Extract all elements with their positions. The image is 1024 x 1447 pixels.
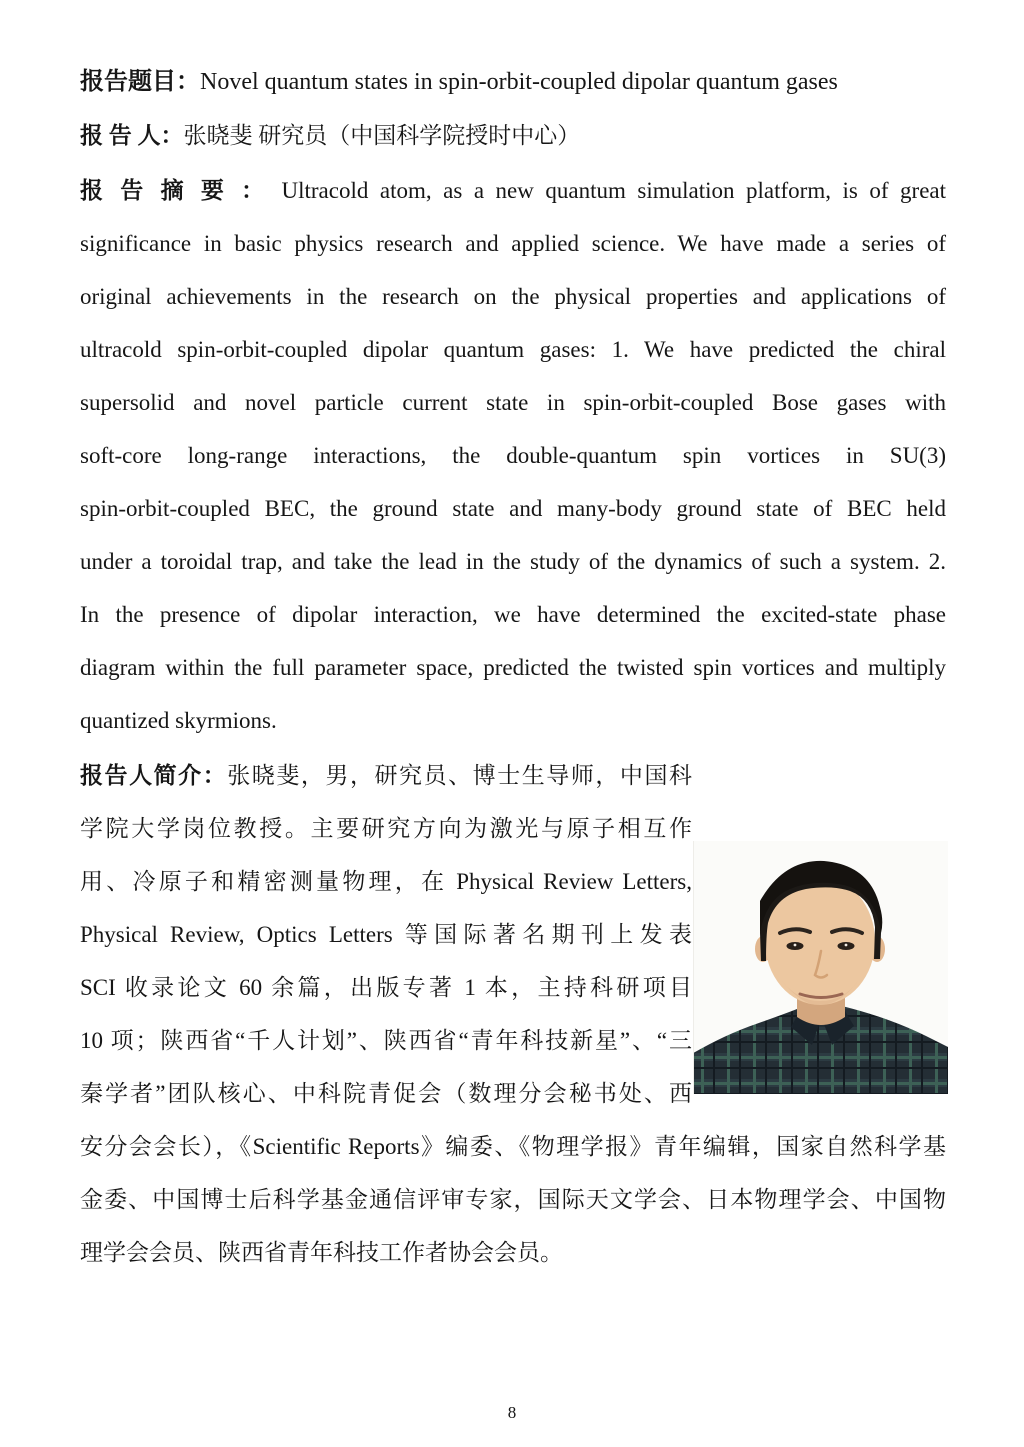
abstract-line: spin-orbit-coupled BEC, the ground state and many-body ground state of BEC held (80, 496, 946, 521)
bio-line: 学院大学岗位教授。主要研究方向为激光与原子相互作 (80, 816, 692, 841)
abstract-line: original achievements in the research on the physical properties and applications of (80, 284, 946, 309)
speaker-portrait-image (694, 841, 948, 1094)
speaker-name: 张晓斐 研究员（中国科学院授时中心） (183, 123, 581, 148)
abstract-line: diagram within the full parameter space, predicted the twisted spin vortices and multiply (80, 655, 946, 680)
abstract-line: significance in basic physics research and applied science. We have made a series of (80, 231, 946, 256)
bio-line: SCI 收录论文 60 余篇，出版专著 1 本，主持科研项目 (80, 975, 692, 1000)
bio-line: 用、冷原子和精密测量物理，在 Physical Review Letters, (80, 869, 692, 894)
speaker-line (80, 109, 946, 162)
bio-text: 张晓斐，男，研究员、博士生导师，中国科 (227, 763, 693, 788)
bio-line (80, 749, 692, 802)
abstract-line: soft-core long-range interactions, the double-quantum spin vortices in SU(3) (80, 443, 946, 468)
speaker-photo (693, 841, 948, 1094)
abstract-line: supersolid and novel particle current state in spin-orbit-coupled Bose gases with (80, 390, 946, 415)
page-number: 8 (507, 1403, 517, 1422)
abstract-line: In the presence of dipolar interaction, we have determined the excited-state phase (80, 602, 946, 627)
abstract-line: under a toroidal trap, and take the lead in the study of the dynamics of such a system. 2. (80, 549, 946, 574)
report-title-label: 报告题目： (80, 69, 200, 95)
bio-line: Physical Review, Optics Letters 等国际著名期刊上发表 (80, 922, 692, 947)
bio-line: 10 项；陕西省“千人计划”、陕西省“青年科技新星”、“三 (80, 1028, 692, 1053)
abstract-text: Ultracold atom, as a new quantum simulation platform, is of great (281, 178, 947, 203)
bio-line: 秦学者”团队核心、中科院青促会（数理分会秘书处、西 (80, 1081, 692, 1106)
abstract-label: 报 告 摘 要 ： (80, 178, 270, 203)
bio-line: 金委、中国博士后科学基金通信评审专家，国际天文学会、日本物理学会、中国物 (80, 1187, 946, 1212)
speaker-label: 报 告 人： (80, 123, 184, 148)
bio-label: 报告人简介： (80, 763, 228, 788)
abstract-line-last: quantized skyrmions. (80, 708, 277, 733)
report-title-text: Novel quantum states in spin-orbit-coupled dipolar quantum gases (200, 69, 838, 95)
abstract-line: ultracold spin-orbit-coupled dipolar quantum gases: 1. We have predicted the chiral (80, 337, 946, 362)
bio-line-last: 理学会会员、陕西省青年科技工作者协会会员。 (80, 1240, 563, 1265)
abstract-line (80, 164, 946, 217)
bio-line: 安分会会长），《Scientific Reports》编委、《物理学报》青年编辑，国家自然科学基 (80, 1134, 946, 1159)
report-title-line (80, 56, 946, 109)
